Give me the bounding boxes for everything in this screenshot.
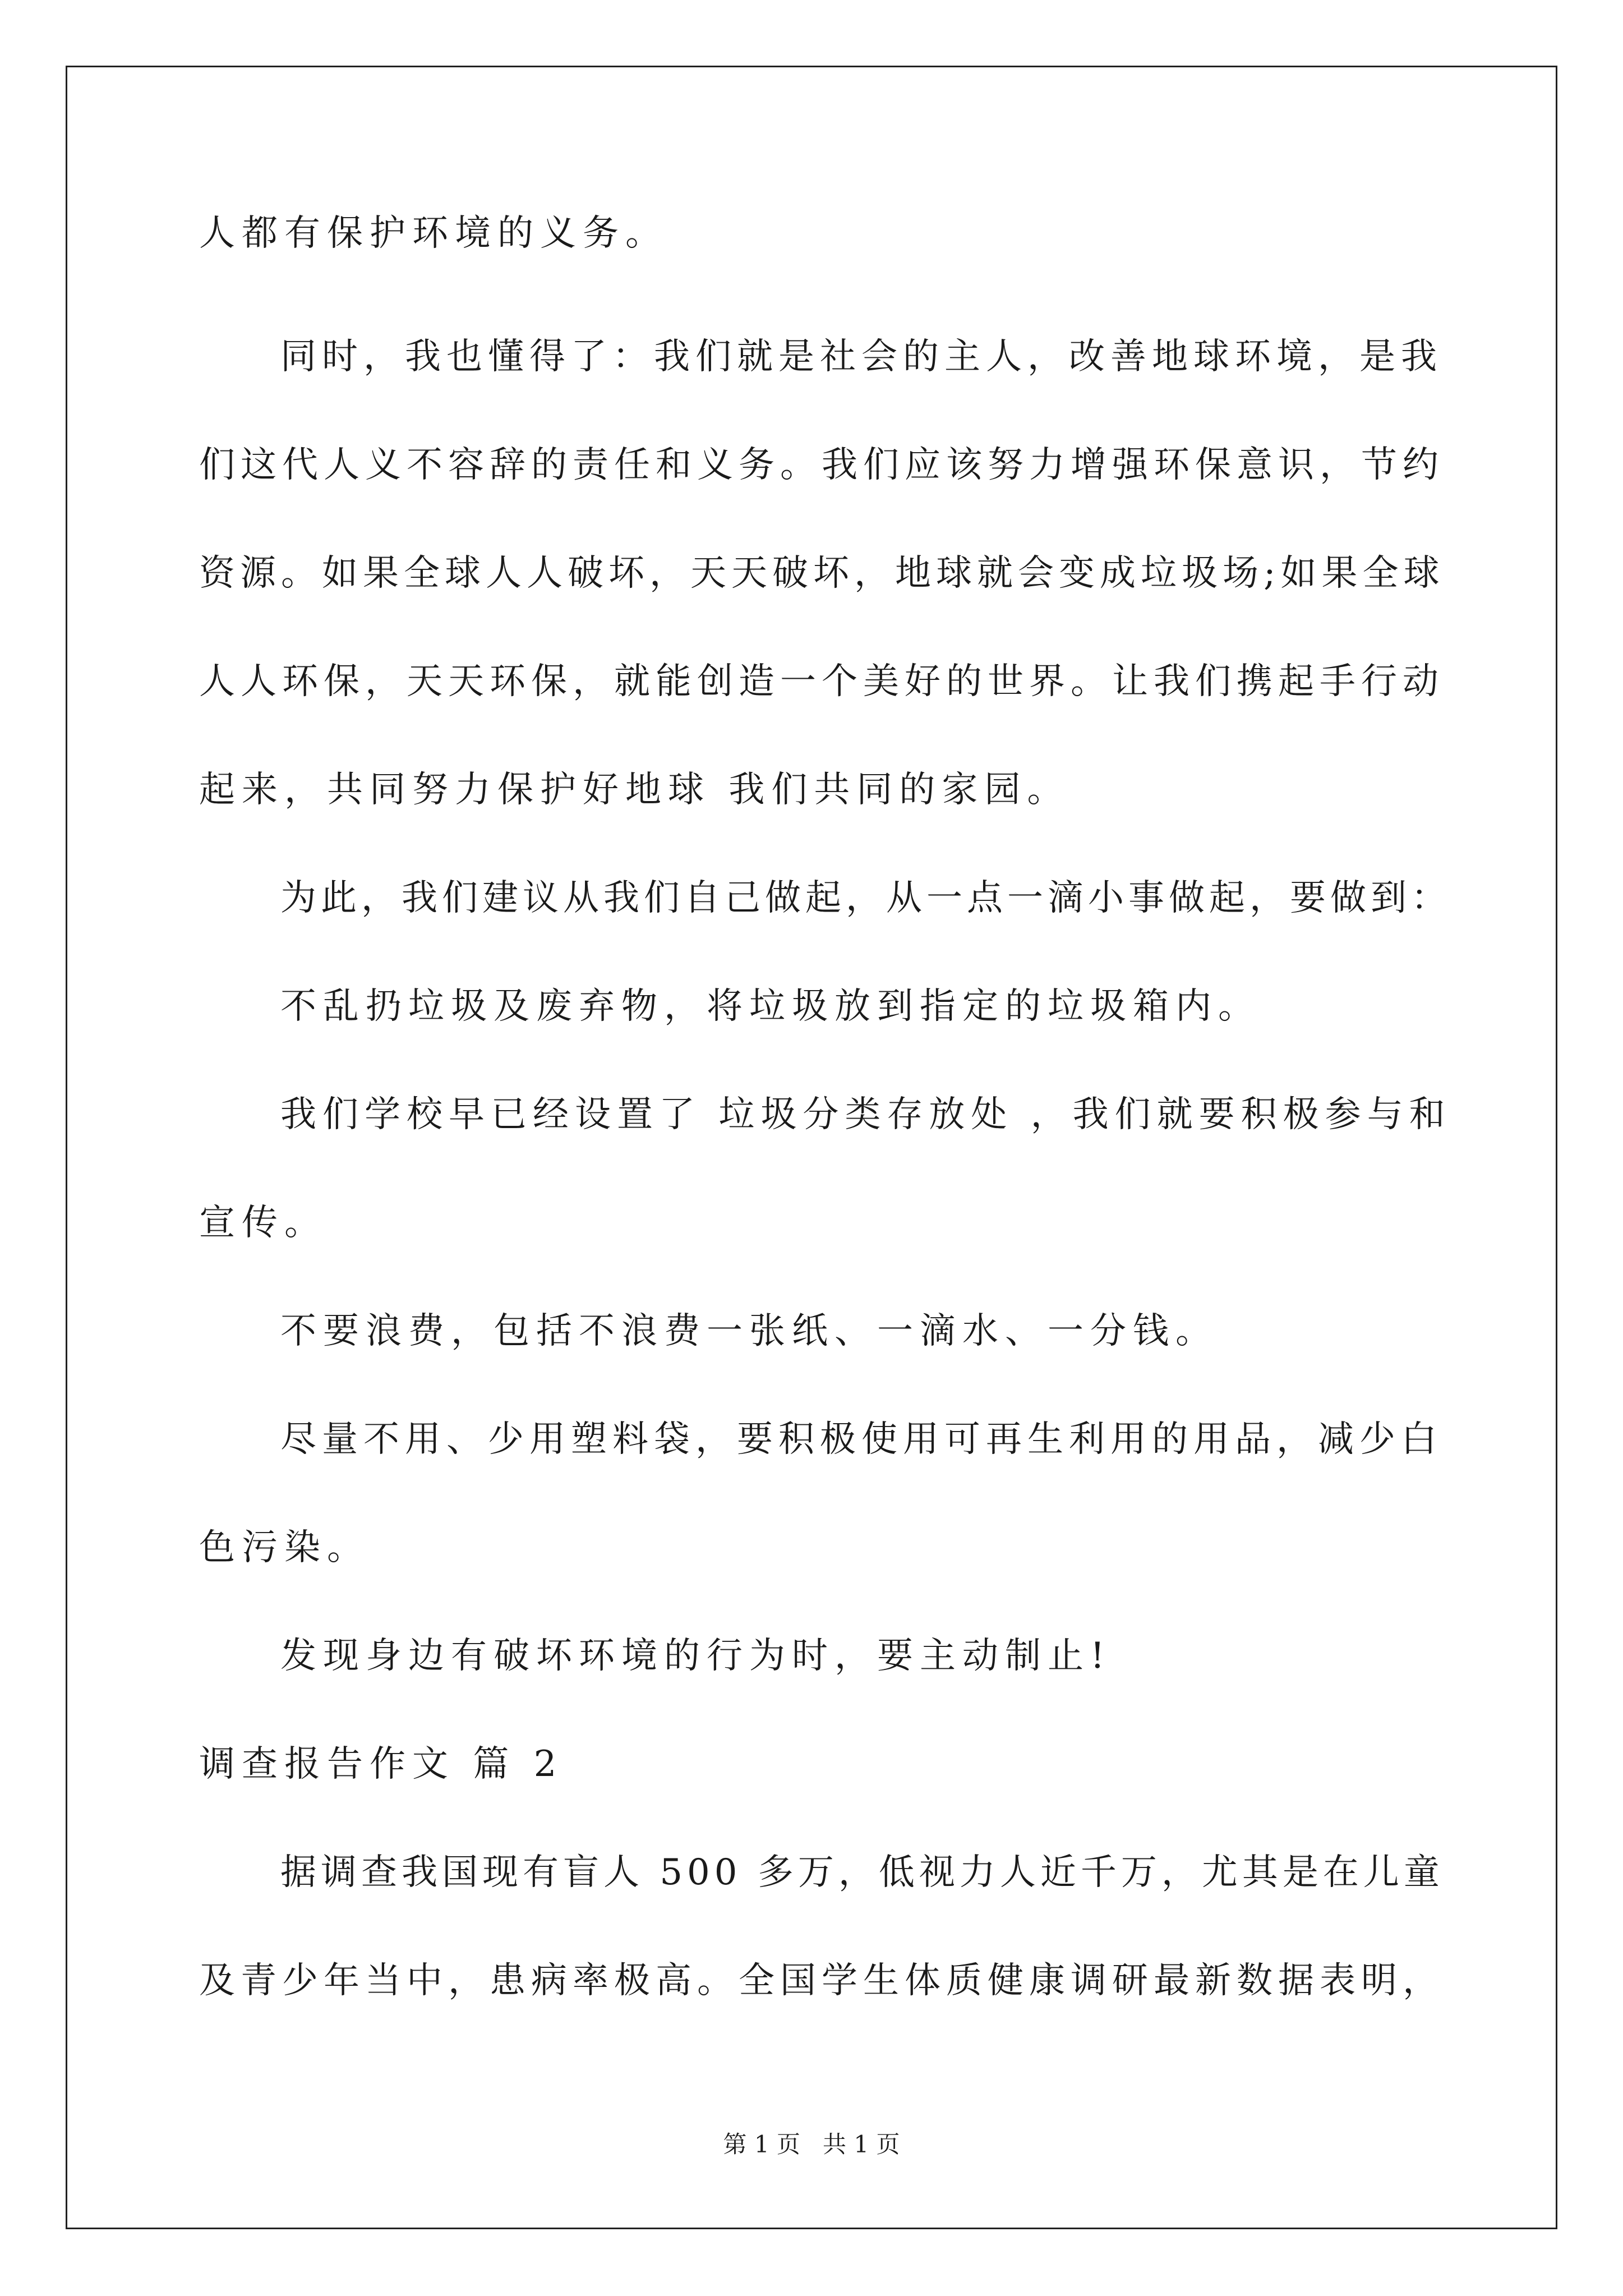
paragraph-line: 宣传。 bbox=[199, 1202, 327, 1244]
paragraph-line: 起来，共同努力保护好地球 我们共同的家园。 bbox=[199, 769, 1070, 811]
paragraph-line: 资源。如果全球人人破坏，天天破坏，地球就会变成垃圾场;如果全球 bbox=[199, 553, 1445, 594]
paragraph-line: 据调查我国现有盲人 500 多万，低视力人近千万，尤其是在儿童 bbox=[280, 1852, 1444, 1893]
paragraph-line: 发现身边有破坏环境的行为时，要主动制止! bbox=[280, 1635, 1112, 1677]
paragraph-line: 不乱扔垃圾及废弃物，将垃圾放到指定的垃圾箱内。 bbox=[280, 986, 1261, 1027]
paragraph-line: 尽量不用、少用塑料袋，要积极使用可再生利用的用品，减少白 bbox=[280, 1419, 1442, 1460]
paragraph-line: 同时，我也懂得了：我们就是社会的主人，改善地球环境，是我 bbox=[280, 336, 1442, 378]
paragraph-line: 及青少年当中，患病率极高。全国学生体质健康调研最新数据表明， bbox=[199, 1960, 1444, 2001]
section-heading: 调查报告作文 篇 2 bbox=[199, 1743, 564, 1785]
paragraph-line: 我们学校早已经设置了 垃圾分类存放处 ，我们就要积极参与和 bbox=[280, 1094, 1451, 1135]
paragraph-line: 们这代人义不容辞的责任和义务。我们应该努力增强环保意识，节约 bbox=[199, 444, 1444, 486]
page-border bbox=[66, 66, 1557, 2229]
paragraph-line: 人人环保，天天环保，就能创造一个美好的世界。让我们携起手行动 bbox=[199, 661, 1444, 702]
paragraph-line: 色污染。 bbox=[199, 1527, 370, 1568]
paragraph-line: 不要浪费，包括不浪费一张纸、一滴水、一分钱。 bbox=[280, 1310, 1218, 1352]
paragraph-line: 为此，我们建议从我们自己做起，从一点一滴小事做起，要做到： bbox=[280, 877, 1451, 919]
paragraph-line: 人都有保护环境的义务。 bbox=[199, 213, 668, 254]
page-number-footer: 第 1 页 共 1 页 bbox=[723, 2131, 900, 2158]
